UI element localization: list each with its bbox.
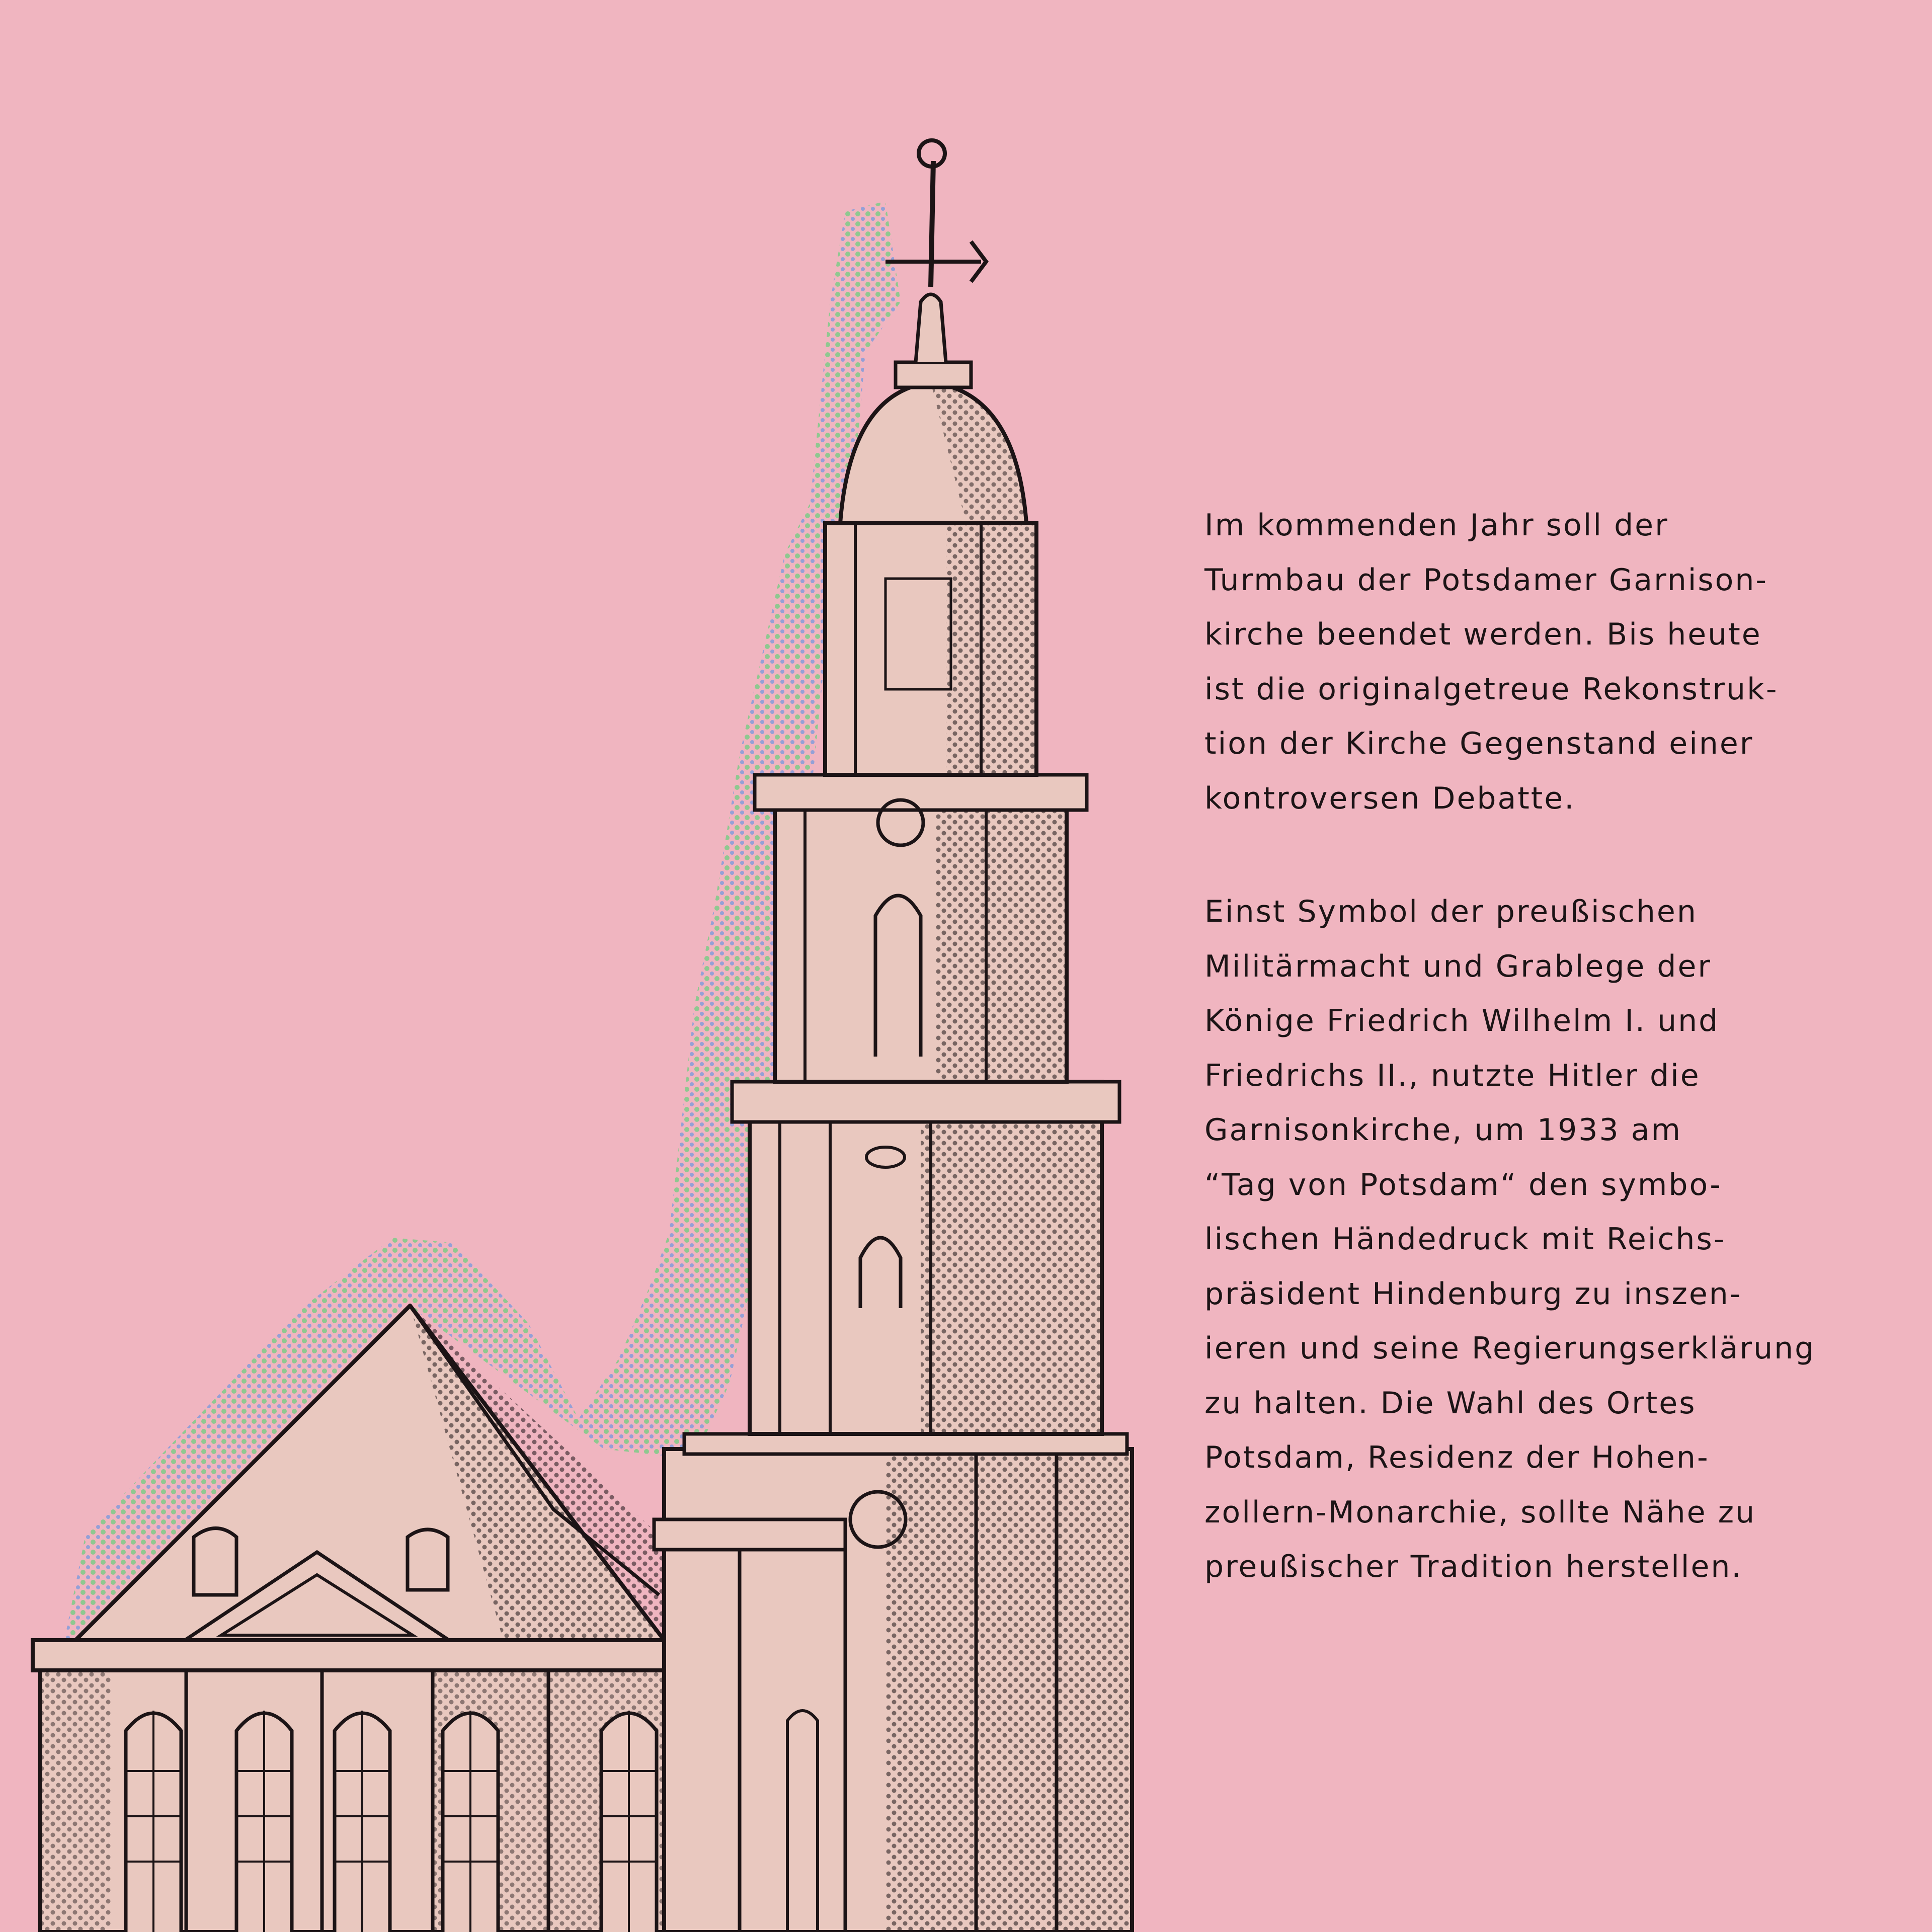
paragraph-history: [1204, 884, 1823, 1594]
text-line: zollern-Monarchie, sollte Nähe zu: [1204, 1494, 1756, 1530]
text-line: kontroversen Debatte.: [1204, 780, 1576, 816]
text-line: kirche beendet werden. Bis heute: [1204, 617, 1762, 652]
text-line: Potsdam, Residenz der Hohen-: [1204, 1440, 1710, 1475]
text-line: tion der Kirche Gegenstand einer: [1204, 726, 1754, 761]
text-line: “Tag von Potsdam“ den symbo-: [1204, 1167, 1722, 1202]
text-line: preußischer Tradition herstellen.: [1204, 1549, 1743, 1584]
text-line: Militärmacht und Grablege der: [1204, 948, 1712, 984]
text-line: Turmbau der Potsdamer Garnison-: [1204, 562, 1768, 598]
text-line: ieren und seine Regierungserklärung: [1204, 1331, 1816, 1366]
text-line: ist die originalgetreue Rekonstruk-: [1204, 671, 1779, 707]
text-line: präsident Hindenburg zu inszen-: [1204, 1276, 1742, 1312]
text-line: Garnisonkirche, um 1933 am: [1204, 1112, 1682, 1148]
text-line: lischen Händedruck mit Reichs-: [1204, 1222, 1726, 1257]
text-line: zu halten. Die Wahl des Ortes: [1204, 1385, 1697, 1421]
text-line: Einst Symbol der preußischen: [1204, 894, 1698, 929]
text-line: Könige Friedrich Wilhelm I. und: [1204, 1003, 1720, 1038]
paragraph-intro: [1204, 498, 1823, 826]
text-line: Im kommenden Jahr soll der: [1204, 508, 1669, 543]
text-line: Friedrichs II., nutzte Hitler die: [1204, 1058, 1701, 1093]
